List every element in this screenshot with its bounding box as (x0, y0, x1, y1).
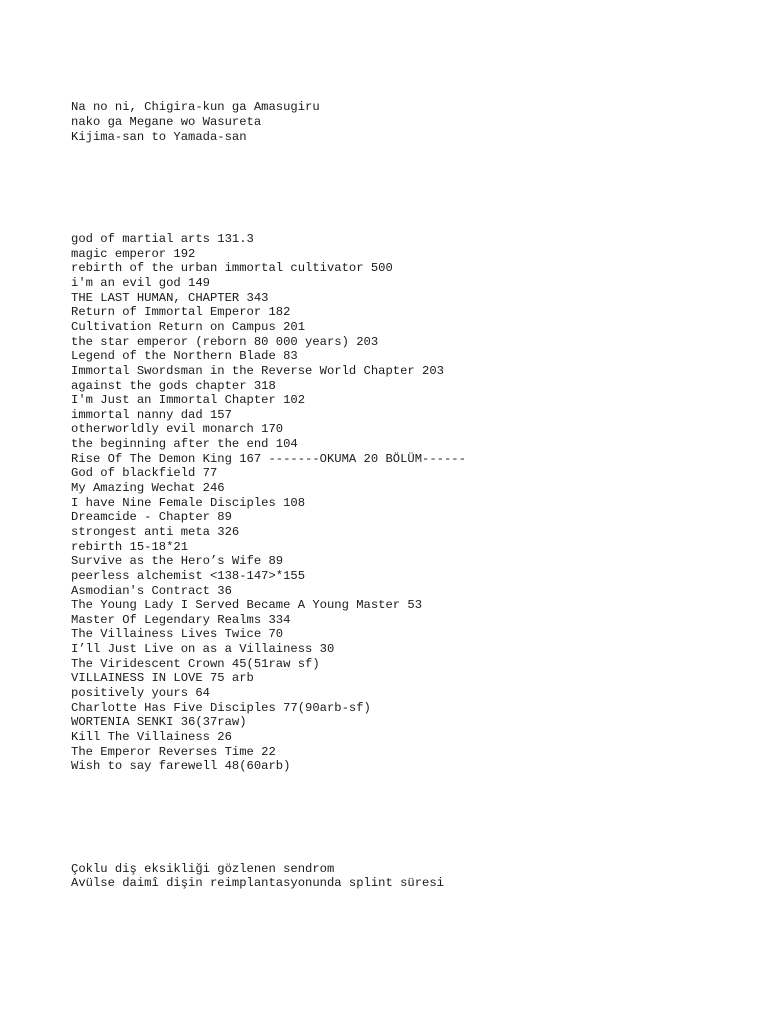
list-item: Wish to say farewell 48(60arb) (71, 759, 291, 774)
list-item: Master Of Legendary Realms 334 (71, 612, 291, 627)
title-list-block (71, 100, 751, 144)
list-item: Asmodian's Contract 36 (71, 583, 232, 598)
list-item: WORTENIA SENKI 36(37raw) (71, 715, 247, 730)
text-line: Na no ni, Chigira-kun ga Amasugiru (71, 100, 320, 115)
text-line: Kijima-san to Yamada-san (71, 129, 247, 144)
list-item: strongest anti meta 326 (71, 524, 240, 539)
list-item: Return of Immortal Emperor 182 (71, 305, 291, 320)
list-item: Rise Of The Demon King 167 -------OKUMA 20 BÖLÜM------ (71, 451, 466, 466)
list-item: rebirth of the urban immortal cultivator 500 (71, 261, 393, 276)
list-item: The Villainess Lives Twice 70 (71, 627, 284, 642)
list-item: positively yours 64 (71, 686, 210, 701)
list-item: rebirth 15-18*21 (71, 539, 189, 554)
list-item: Dreamcide - Chapter 89 (71, 510, 232, 525)
list-item: THE LAST HUMAN, CHAPTER 343 (71, 290, 269, 305)
list-item: Immortal Swordsman in the Reverse World Chapter 203 (71, 363, 444, 378)
list-item: Charlotte Has Five Disciples 77(90arb-sf) (71, 700, 371, 715)
list-item: peerless alchemist <138-147>*155 (71, 568, 306, 583)
list-item: the star emperor (reborn 80 000 years) 203 (71, 334, 379, 349)
list-item: otherworldly evil monarch 170 (71, 422, 284, 437)
list-item: Legend of the Northern Blade 83 (71, 349, 298, 364)
list-item: god of martial arts 131.3 (71, 232, 254, 247)
list-item: magic emperor 192 (71, 246, 196, 261)
text-line: Avülse daimî dişin reimplantasyonunda splint süresi (71, 876, 444, 891)
notes-block (71, 862, 751, 891)
text-line: Çoklu diş eksikliği gözlenen sendrom (71, 861, 335, 876)
list-item: The Viridescent Crown 45(51raw sf) (71, 656, 320, 671)
list-item: God of blackfield 77 (71, 466, 218, 481)
list-item: I’ll Just Live on as a Villainess 30 (71, 642, 335, 657)
list-item: Cultivation Return on Campus 201 (71, 320, 306, 334)
list-item: I have Nine Female Disciples 108 (71, 495, 306, 510)
list-item: i'm an evil god 149 (71, 276, 210, 291)
spacer (71, 803, 751, 832)
list-item: against the gods chapter 318 (71, 378, 276, 393)
list-item: My Amazing Wechat 246 (71, 481, 225, 496)
list-item: VILLAINESS IN LOVE 75 arb (71, 671, 254, 686)
list-item: immortal nanny dad 157 (71, 407, 232, 422)
reading-list-block (71, 232, 751, 774)
list-item: the beginning after the end 104 (71, 437, 298, 452)
list-item: Kill The Villainess 26 (71, 729, 232, 744)
list-item: I'm Just an Immortal Chapter 102 (71, 393, 306, 408)
text-line: nako ga Megane wo Wasureta (71, 114, 262, 129)
list-item: Survive as the Hero’s Wife 89 (71, 554, 284, 569)
list-item: The Young Lady I Served Became A Young Master 53 (71, 598, 423, 613)
list-item: The Emperor Reverses Time 22 (71, 744, 276, 759)
spacer (71, 174, 751, 203)
document-page (71, 71, 751, 906)
